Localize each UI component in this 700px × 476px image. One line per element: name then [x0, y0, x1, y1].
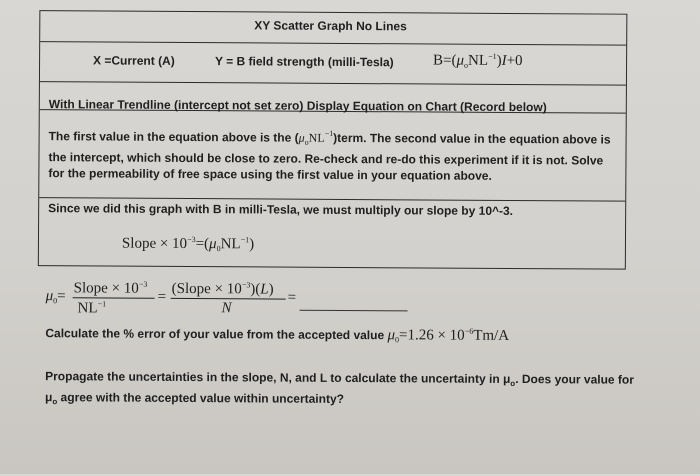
equals-sign-3: =: [287, 289, 297, 306]
mu-zero-symbol: $\mu_0=$: [45, 288, 66, 306]
slope-equation: Slope × $10^{-3}=(\mu_0NL^{-1})$: [121, 235, 255, 254]
fraction-2-denominator: N: [221, 300, 232, 317]
fraction-1-denominator: $NL^{-1}$: [77, 299, 107, 317]
milli-tesla-note: Since we did this graph with B in milli-Tesla, we must multiply our slope by 10^-3.: [48, 201, 514, 218]
equals-sign-2: =: [157, 288, 167, 305]
fraction-1-numerator: Slope × $10^{-3}$: [73, 279, 148, 297]
slope-explanation: The first value in the equation above is the $(\mu_oNL^{-1})term$. The second value in the equation above is the intercept, which should be close to zero. Re-check and re-do this experiment if it is not. Solve for the permeability of free space using the first value in your equation above.: [48, 128, 611, 183]
x-axis-definition: X =Current (A): [93, 53, 175, 68]
uncertainty-instruction: Propagate the uncertainties in the slope, N, and L to calculate the uncertainty in $\mu_o$. Does your value for $\mu_o$ agree with the accepted value within uncertainty?: [44, 369, 634, 407]
divider-1: [40, 41, 626, 46]
divider-2: [40, 81, 626, 86]
fraction-2-numerator: (Slope × $10^{-3})(L)$: [171, 280, 274, 298]
percent-error-instruction: Calculate the % error of your value from the accepted value $\mu_0=1.26 \times 10^{-6}Tm/A$: [45, 326, 510, 345]
trendline-instruction: With Linear Trendline (intercept not set zero) Display Equation on Chart (Record below): [48, 97, 547, 115]
y-axis-definition: Y = B field strength (milli-Tesla): [215, 54, 394, 70]
field-equation: $B=(\mu_oNL^{-1})I+0$: [433, 51, 523, 70]
page-title: XY Scatter Graph No Lines: [254, 18, 407, 34]
answer-blank[interactable]: [300, 310, 408, 312]
